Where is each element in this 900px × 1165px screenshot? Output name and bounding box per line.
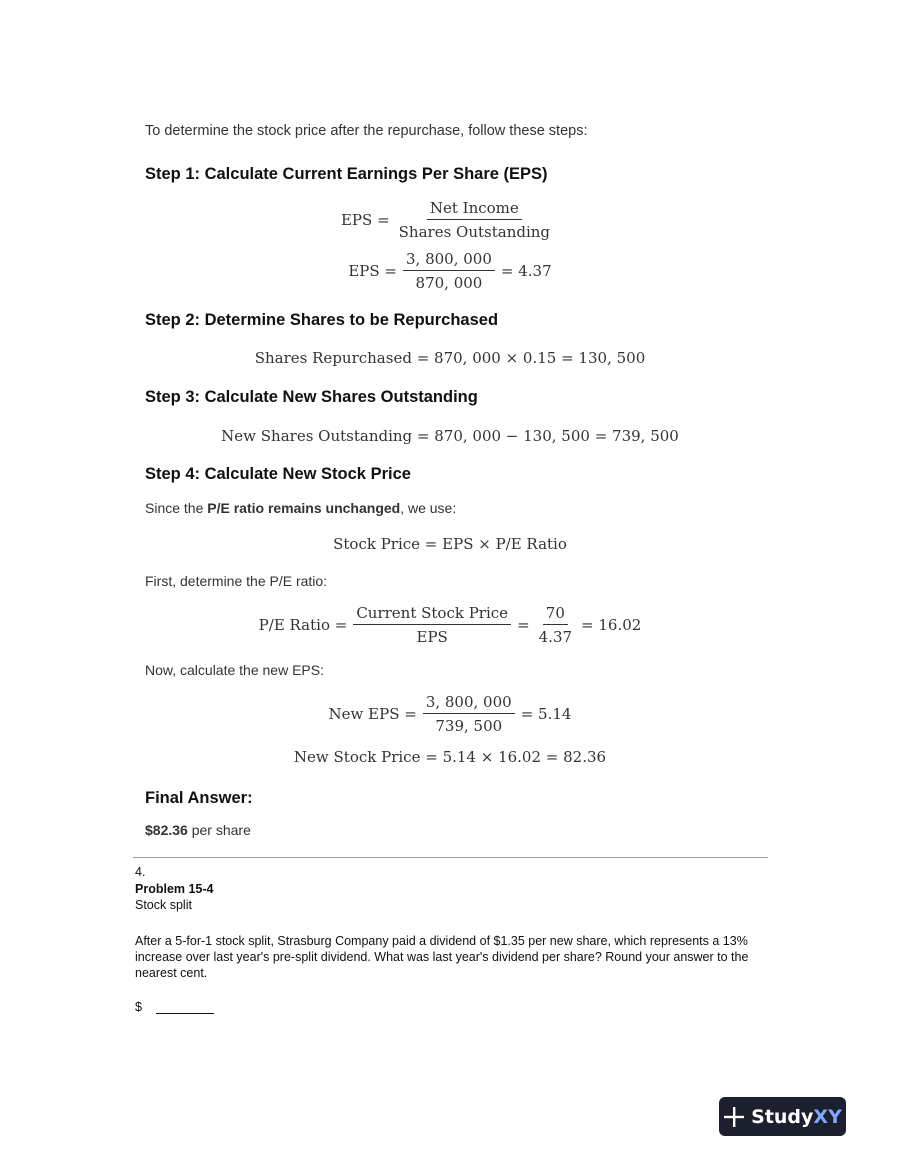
pe-lhs: P/E Ratio = xyxy=(258,616,348,634)
pe-den-1: EPS xyxy=(416,628,448,646)
answer-line xyxy=(135,1000,214,1014)
section-divider xyxy=(133,857,768,858)
eps-formula-denominator: Shares Outstanding xyxy=(398,223,551,241)
studyxy-badge[interactable] xyxy=(719,1097,846,1136)
new-eps-fraction xyxy=(423,693,515,735)
problem-title: Problem 15-4 xyxy=(135,882,214,896)
eps-calc-result: = 4.37 xyxy=(500,262,552,280)
final-answer-heading: Final Answer: xyxy=(145,789,253,807)
pe-text-bold: P/E ratio remains unchanged xyxy=(207,500,401,516)
pe-num-1: Current Stock Price xyxy=(353,604,511,625)
problem-text: After a 5-for-1 stock split, Strasburg Company paid a dividend of $1.35 per new share, which represents a 13% increase over last year's pre-split dividend. What was last year's dividend per share? Round your answer to the nearest cent. xyxy=(135,934,749,980)
eps-calc-fraction xyxy=(403,250,495,292)
pe-num-2: 70 xyxy=(543,604,568,625)
pe-result: = 16.02 xyxy=(581,616,642,634)
new-eps-denominator: 739, 500 xyxy=(435,717,503,735)
new-eps-result: = 5.14 xyxy=(520,705,572,723)
step1-heading: Step 1: Calculate Current Earnings Per Share (EPS) xyxy=(145,165,548,183)
brand-main: Study xyxy=(751,1105,814,1128)
eps-formula xyxy=(0,199,900,241)
new-stock-price-equation: New Stock Price = 5.14 × 16.02 = 82.36 xyxy=(293,748,607,766)
pe-text-post: , we use: xyxy=(400,500,457,516)
new-eps-equation xyxy=(0,693,900,735)
brand-accent: XY xyxy=(813,1105,842,1128)
eps-calc-denominator: 870, 000 xyxy=(415,274,483,292)
problem-number: 4. xyxy=(135,865,146,879)
pe-fraction-2 xyxy=(536,604,575,646)
eps-calculation xyxy=(0,250,900,292)
pe-unchanged-text xyxy=(145,500,456,516)
answer-blank[interactable] xyxy=(156,1001,214,1014)
new-eps-lhs: New EPS = xyxy=(328,705,417,723)
step4-heading: Step 4: Calculate New Stock Price xyxy=(145,465,411,483)
new-eps-numerator: 3, 800, 000 xyxy=(423,693,515,714)
final-amount: $82.36 xyxy=(145,822,188,838)
stock-price-formula: Stock Price = EPS × P/E Ratio xyxy=(333,535,567,553)
answer-prefix: $ xyxy=(135,1000,142,1014)
first-pe-text: First, determine the P/E ratio: xyxy=(145,573,328,589)
step2-heading: Step 2: Determine Shares to be Repurchased xyxy=(145,311,499,329)
eps-formula-numerator: Net Income xyxy=(427,199,522,220)
step3-heading: Step 3: Calculate New Shares Outstanding xyxy=(145,388,478,406)
final-suffix: per share xyxy=(187,822,251,838)
pe-ratio-equation xyxy=(0,604,900,646)
pe-fraction-1 xyxy=(353,604,511,646)
plus-icon xyxy=(723,1106,745,1128)
new-eps-text: Now, calculate the new EPS: xyxy=(145,662,324,678)
intro-text: To determine the stock price after the repurchase, follow these steps: xyxy=(145,123,588,139)
eps-formula-lhs: EPS = xyxy=(340,211,390,229)
pe-equals: = xyxy=(517,616,530,634)
eps-calc-lhs: EPS = xyxy=(348,262,397,280)
eps-formula-fraction xyxy=(396,199,553,241)
final-answer-value xyxy=(145,822,251,838)
problem-subtitle: Stock split xyxy=(135,898,192,912)
pe-text-pre: Since the xyxy=(145,500,208,516)
shares-repurchased-equation: Shares Repurchased = 870, 000 × 0.15 = 130, 500 xyxy=(254,349,646,367)
eps-calc-numerator: 3, 800, 000 xyxy=(403,250,495,271)
new-shares-equation: New Shares Outstanding = 870, 000 − 130, 500 = 739, 500 xyxy=(221,427,679,445)
pe-den-2: 4.37 xyxy=(538,628,573,646)
